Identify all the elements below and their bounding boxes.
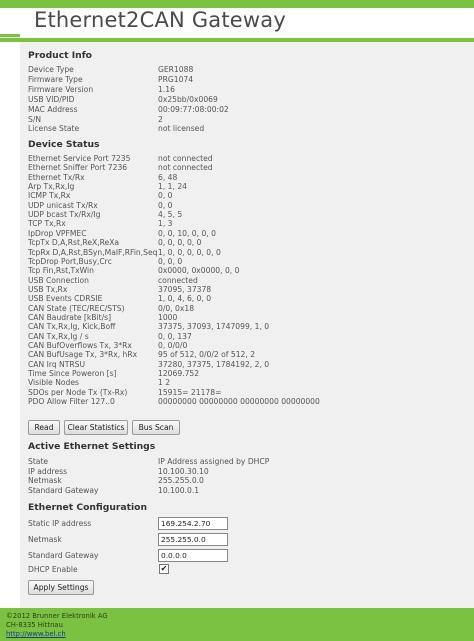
row-value: 15915= 21178= [158, 387, 222, 397]
header-accent-bar [0, 34, 20, 37]
row-value: connected [158, 275, 198, 285]
row-label: MAC Address [28, 104, 78, 114]
row-value: 4, 5, 5 [158, 210, 183, 220]
row-label: CAN Irq NTRSU [28, 359, 86, 369]
row-label: Ethernet Tx/Rx [28, 172, 85, 182]
row-label: USB Events CDRSIE [28, 294, 103, 304]
row-label: Ethernet Sniffer Port 7236 [28, 163, 128, 173]
row-label: Firmware Type [28, 74, 83, 84]
footer-copyright: ©2012 Brunner Elektronik AG [6, 612, 108, 620]
row-value: 0/0, 0x18 [158, 303, 195, 313]
row-label: PDO Allow Filter 127..0 [28, 397, 115, 407]
row-value: 1.16 [158, 84, 175, 94]
info-row [28, 95, 458, 105]
info-row [28, 75, 458, 85]
row-value: 1, 0, 0, 0, 0, 0, 0 [158, 247, 221, 257]
row-label: TcpTx D,A,Rst,ReX,ReXa [28, 238, 120, 248]
row-label: UDP bcast Tx/Rx/Ig [28, 210, 101, 220]
row-label: TcpDrop Port,Busy,Crc [28, 256, 112, 266]
row-label: S/N [28, 114, 42, 124]
info-row [28, 486, 458, 496]
row-value: 37095, 37378 [158, 284, 212, 294]
row-label: Standard Gateway [28, 485, 99, 495]
page-title: Ethernet2CAN Gateway [34, 8, 287, 32]
row-label: ICMP Tx,Rx [28, 191, 71, 201]
read-button[interactable]: Read [28, 420, 60, 435]
row-value: IP Address assigned by DHCP [158, 457, 270, 466]
row-value: GER1088 [158, 65, 194, 74]
row-value: 37280, 37375, 1784192, 2, 0 [158, 359, 270, 369]
row-label: CAN BufOverflows Tx, 3*Rx [28, 341, 132, 350]
row-value: 1000 [158, 312, 178, 322]
info-row [28, 467, 458, 477]
info-row [28, 397, 458, 407]
apply-settings-button[interactable]: Apply Settings [28, 580, 94, 595]
row-label: Ethernet Service Port 7235 [28, 154, 131, 163]
row-value: 0, 0/0/0 [158, 341, 188, 350]
row-value: 10.100.30.10 [158, 466, 209, 476]
dhcp-label: DHCP Enable [28, 565, 78, 574]
row-label: USB Connection [28, 275, 89, 285]
row-label: USB VID/PID [28, 94, 75, 104]
row-value: 1 2 [158, 378, 171, 388]
footer-website-link[interactable]: http://www.bel.ch [6, 630, 66, 638]
row-value: 0, 0, 10, 0, 0, 0 [158, 228, 216, 238]
row-label: Netmask [28, 476, 62, 485]
main-content [20, 42, 474, 608]
row-label: CAN Tx,Rx,Ig / s [28, 331, 89, 341]
page-header [0, 8, 474, 38]
row-label: CAN Tx,Rx,Ig, Kick,Boff [28, 322, 116, 332]
row-value: 0x25bb/0x0069 [158, 94, 218, 104]
bus-scan-button[interactable]: Bus Scan [132, 420, 180, 435]
row-value: 00000000 00000000 00000000 00000000 [158, 397, 320, 407]
row-value: 00:09:77:08:00:02 [158, 104, 229, 114]
row-value: 0x0000, 0x0000, 0, 0 [158, 266, 240, 276]
gateway-input[interactable] [158, 549, 228, 562]
row-label: CAN BufUsage Tx, 3*Rx, hRx [28, 350, 138, 360]
row-label: Visible Nodes [28, 378, 79, 388]
info-row [28, 105, 458, 115]
row-value: 6, 48 [158, 172, 178, 182]
row-value: not connected [158, 154, 213, 163]
row-label: License State [28, 124, 80, 134]
info-row [28, 65, 458, 75]
row-label: IP address [28, 466, 68, 476]
device-status-title: Device Status [28, 139, 100, 150]
info-row [28, 85, 458, 95]
row-label: CAN State (TEC/REC/STS) [28, 303, 125, 313]
row-value: 12069.752 [158, 369, 200, 379]
clear-statistics-button[interactable]: Clear Statistics [64, 420, 128, 435]
row-value: 1, 3 [158, 219, 173, 229]
info-row [28, 115, 458, 125]
row-value: 37375, 37093, 1747099, 1, 0 [158, 322, 270, 332]
netmask-label: Netmask [28, 535, 62, 544]
row-label: SDOs per Node Tx (Tx-Rx) [28, 387, 128, 397]
row-label: TCP Tx,Rx [28, 219, 66, 229]
product-info-title: Product Info [28, 50, 92, 61]
row-value: 1, 1, 24 [158, 182, 187, 192]
page-footer [0, 608, 474, 641]
top-accent-stripe [0, 0, 474, 8]
row-value: not connected [158, 163, 213, 173]
ethernet-config-title: Ethernet Configuration [28, 502, 147, 513]
row-value: 0, 0 [158, 191, 173, 201]
row-value: 0, 0, 137 [158, 331, 192, 341]
row-value: not licensed [158, 124, 205, 134]
row-label: Time Since Poweron [s] [28, 369, 117, 379]
dhcp-checkbox[interactable]: ✔ [160, 564, 168, 573]
row-label: Tcp Fin,Rst,TxWin [28, 266, 94, 276]
static-ip-input[interactable] [158, 517, 228, 530]
netmask-input[interactable] [158, 533, 228, 546]
row-label: CAN Baudrate [kBit/s] [28, 312, 112, 322]
gateway-label: Standard Gateway [28, 551, 99, 560]
row-value: 1, 0, 4, 6, 0, 0 [158, 294, 212, 304]
static-ip-label: Static IP address [28, 519, 92, 528]
active-ethernet-title: Active Ethernet Settings [28, 441, 156, 452]
row-value: PRG1074 [158, 74, 194, 84]
row-value: 95 of 512, 0/0/2 of 512, 2 [158, 350, 256, 360]
row-value: 10.100.0.1 [158, 485, 200, 495]
row-value: 0, 0 [158, 200, 173, 210]
info-row [28, 457, 458, 467]
row-value: 255.255.0.0 [158, 476, 204, 485]
row-label: TcpRx D,A,Rst,BSyn,MalF,RFin,Seq [28, 247, 158, 257]
info-row [28, 124, 458, 134]
row-label: Firmware Version [28, 84, 94, 94]
row-value: 0, 0, 0, 0, 0 [158, 238, 202, 248]
row-label: UDP unicast Tx/Rx [28, 200, 98, 210]
row-label: State [28, 457, 49, 466]
row-label: IpDrop VPFMEC [28, 228, 87, 238]
footer-address: CH-8335 Hittnau [6, 621, 63, 629]
row-label: Arp Tx,Rx,Ig [28, 182, 75, 192]
row-value: 0, 0, 0 [158, 256, 183, 266]
row-label: USB Tx,Rx [28, 284, 68, 294]
info-row [28, 476, 458, 486]
row-value: 2 [158, 114, 163, 124]
row-label: Device Type [28, 65, 74, 74]
